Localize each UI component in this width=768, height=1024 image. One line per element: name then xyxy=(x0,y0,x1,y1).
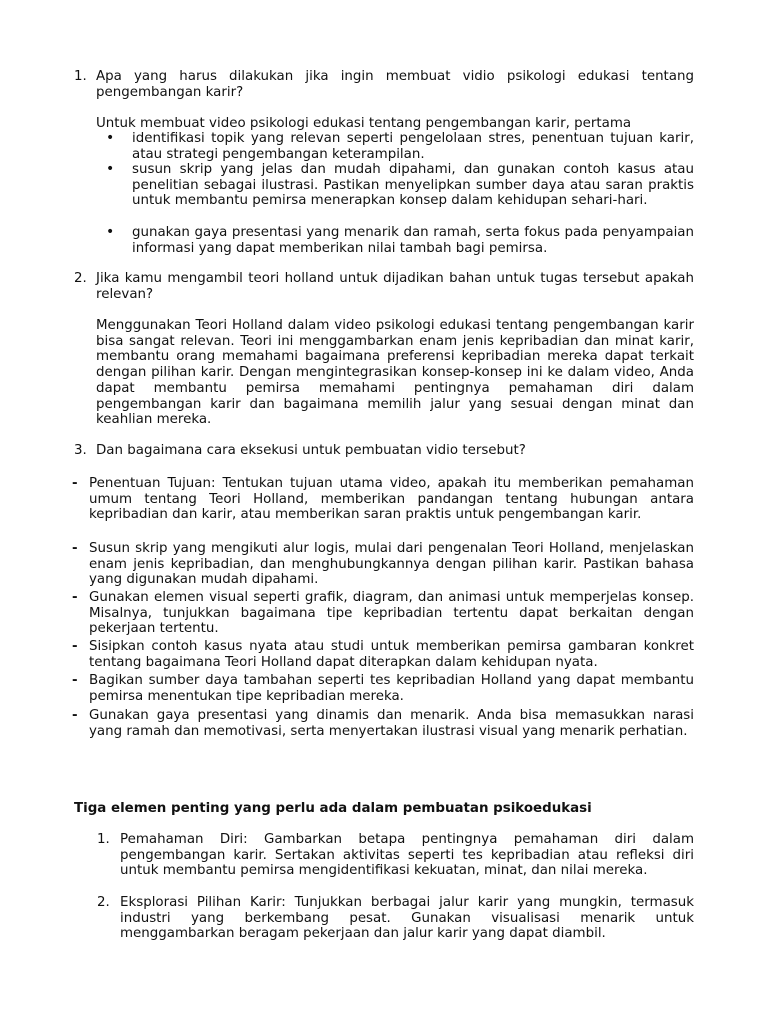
answer-1-bullet-2: susun skrip yang jelas dan mudah dipahami, dan gunakan contoh kasus atau penelitian sebagai ilustrasi. Pastikan menyelipkan sumber daya atau saran praktis untuk membantu pemirsa menerapkan konsep dalam kehidupan sehari-hari. xyxy=(132,162,694,209)
answer-3-item-1: Penentuan Tujuan: Tentukan tujuan utama video, apakah itu memberikan pemahaman umum tentang Teori Holland, memberikan pandangan tentang hubungan antara kepribadian dan karir, atau memberikan saran praktis untuk pengembangan karir. xyxy=(89,476,694,523)
bullet-icon: • xyxy=(106,224,115,240)
section-item-1-number: 1. xyxy=(97,832,110,847)
answer-3-item-6: Gunakan gaya presentasi yang dinamis dan menarik. Anda bisa memasukkan narasi yang ramah dan memotivasi, serta menyertakan ilustrasi visual yang menarik perhatian. xyxy=(89,708,694,739)
section-item-1-text: Pemahaman Diri: Gambarkan betapa pentingnya pemahaman diri dalam pengembangan karir. Sertakan aktivitas seperti tes kepribadian atau refleksi diri untuk membantu pemirsa mengidentifikasi kekuatan, minat, dan nilai mereka. xyxy=(120,832,694,879)
dash-icon: - xyxy=(72,708,78,723)
dash-icon: - xyxy=(72,673,78,688)
dash-icon: - xyxy=(72,590,78,605)
section-title: Tiga elemen penting yang perlu ada dalam pembuatan psikoedukasi xyxy=(74,801,592,816)
answer-3-item-2: Susun skrip yang mengikuti alur logis, mulai dari pengenalan Teori Holland, menjelaskan enam jenis kepribadian, dan menghubungkannya dengan pilihan karir. Pastikan bahasa yang digunakan mudah dipahami. xyxy=(89,541,694,588)
question-3-number: 3. xyxy=(74,443,87,458)
answer-2-paragraph: Menggunakan Teori Holland dalam video psikologi edukasi tentang pengembangan karir bisa sangat relevan. Teori ini menggambarkan enam jenis kepribadian dan minat karir, membantu orang memahami bagaimana preferensi kepribadian mereka dapat terkait dengan pilihan karir. Dengan mengintegrasikan konsep-konsep ini ke dalam video, Anda dapat membantu pemirsa memahami pentingnya pemahaman diri dalam pengembangan karir dan bagaimana memilih jalur yang sesuai dengan minat dan keahlian mereka. xyxy=(96,318,694,428)
question-2-text: Jika kamu mengambil teori holland untuk dijadikan bahan untuk tugas tersebut apakah relevan? xyxy=(96,271,694,302)
dash-icon: - xyxy=(72,639,78,654)
answer-3-item-5: Bagikan sumber daya tambahan seperti tes kepribadian Holland yang dapat membantu pemirsa menentukan tipe kepribadian mereka. xyxy=(89,673,694,704)
question-1-number: 1. xyxy=(74,69,87,84)
section-item-2-text: Eksplorasi Pilihan Karir: Tunjukkan berbagai jalur karir yang mungkin, termasuk industri yang berkembang pesat. Gunakan visualisasi menarik untuk menggambarkan beragam pekerjaan dan jalur karir yang dapat diambil. xyxy=(120,895,694,942)
question-1-text: Apa yang harus dilakukan jika ingin membuat vidio psikologi edukasi tentang pengembangan karir? xyxy=(96,69,694,100)
answer-1-intro: Untuk membuat video psikologi edukasi tentang pengembangan karir, pertama xyxy=(96,116,632,131)
bullet-icon: • xyxy=(106,130,115,146)
answer-1-bullet-1: identifikasi topik yang relevan seperti pengelolaan stres, penentuan tujuan karir, atau strategi pengembangan keterampilan. xyxy=(132,131,694,162)
question-2-number: 2. xyxy=(74,271,87,286)
question-3-text: Dan bagaimana cara eksekusi untuk pembuatan vidio tersebut? xyxy=(96,443,526,458)
bullet-icon: • xyxy=(106,161,115,177)
section-item-2-number: 2. xyxy=(97,895,110,910)
answer-3-item-4: Sisipkan contoh kasus nyata atau studi untuk memberikan pemirsa gambaran konkret tentang bagaimana Teori Holland dapat diterapkan dalam kehidupan nyata. xyxy=(89,639,694,670)
answer-3-item-3: Gunakan elemen visual seperti grafik, diagram, dan animasi untuk memperjelas konsep. Misalnya, tunjukkan bagaimana tipe kepribadian tertentu dapat berkaitan dengan pekerjaan tertentu. xyxy=(89,590,694,637)
dash-icon: - xyxy=(72,476,78,491)
answer-1-bullet-3: gunakan gaya presentasi yang menarik dan ramah, serta fokus pada penyampaian informasi yang dapat memberikan nilai tambah bagi pemirsa. xyxy=(132,225,694,256)
dash-icon: - xyxy=(72,541,78,556)
